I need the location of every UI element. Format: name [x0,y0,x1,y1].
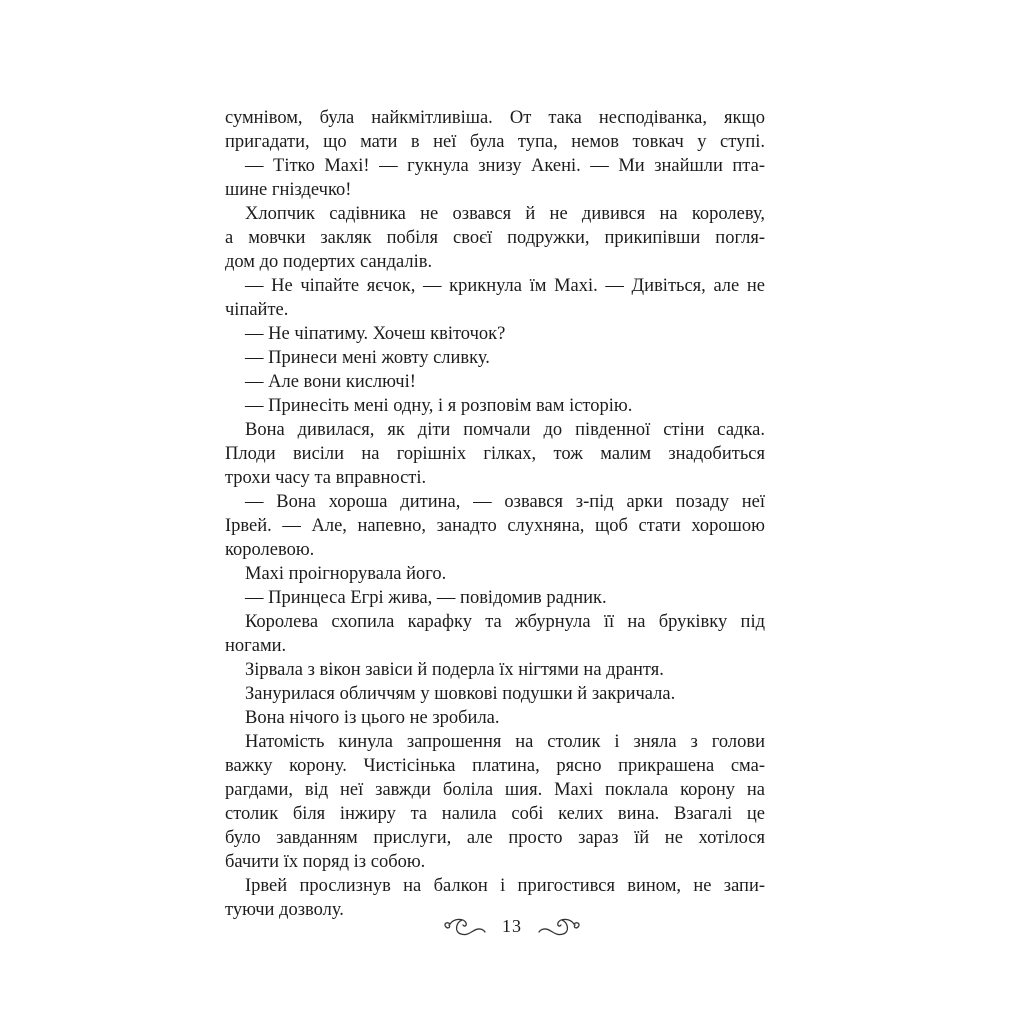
text-line: Натомість кинула запрошення на столик і зняла з голови [245,732,765,752]
text-line: Занурилася обличчям у шовкові подушки й закричала. [245,684,676,704]
text-line: — Тітко Махі! — гукнула знизу Акені. — Ми знайшли пта- [245,156,765,176]
text-line: Зірвала з вікон завіси й подерла їх нігтями на дрантя. [245,660,664,680]
text-line: — Не чіпайте яєчок, — крикнула їм Махі. — Дивіться, але не [245,276,765,296]
text-line: — Вона хороша дитина, — озвався з-під арки позаду неї [245,492,765,512]
text-line: Вона дивилася, як діти помчали до південної стіни садка. [245,420,765,440]
text-line: пригадати, що мати в неї була тупа, немов товкач у ступі. [225,132,765,152]
text-line: Ірвей прослизнув на балкон і пригостився вином, не запи- [245,876,765,896]
text-line: рагдами, від неї завжди боліла шия. Махі поклала корону на [225,780,765,800]
text-line: Вона нічого із цього не зробила. [245,708,500,728]
text-line: столик біля інжиру та налила собі келих вина. Взагалі це [225,804,765,824]
text-line: Королева схопила карафку та жбурнула її на бруківку під [245,612,765,632]
text-line: королевою. [225,540,315,560]
text-line: важку корону. Чистісінька платина, рясно прикрашена сма- [225,756,765,776]
text-line: ногами. [225,636,287,656]
text-line: — Принеси мені жовту сливку. [245,348,490,368]
body-text [225,106,765,922]
text-line: — Принесіть мені одну, і я розповім вам історію. [245,396,633,416]
text-line: — Не чіпатиму. Хочеш квіточок? [245,324,506,344]
page-number: 13 [502,915,522,936]
text-line: шине гніздечко! [225,180,352,200]
page-footer [0,914,1024,938]
text-line: — Принцеса Егрі жива, — повідомив радник. [245,588,607,608]
text-line: було завданням прислуги, але просто зараз їй не хотілося [225,828,765,848]
text-line: Махі проігнорувала його. [245,564,447,584]
left-swirl-ornament-icon [442,914,492,938]
text-line: а мовчки закляк побіля своєї подружки, прикипівши погля- [225,228,765,248]
text-line: трохи часу та вправності. [225,468,427,488]
text-line: Ірвей. — Але, напевно, занадто слухняна, щоб стати хорошою [225,516,765,536]
text-line: Плоди висіли на горішніх гілках, тож малим знадобиться [225,444,765,464]
text-line: — Але вони кислючі! [245,372,416,392]
right-swirl-ornament-icon [532,914,582,938]
text-line: туючи дозволу. [225,900,344,920]
text-line: чіпайте. [225,300,289,320]
text-line: Хлопчик садівника не озвався й не дивився на королеву, [245,204,765,224]
text-line: бачити їх поряд із собою. [225,852,426,872]
text-line: дом до подертих сандалів. [225,252,433,272]
text-line: сумнівом, була найкмітливіша. От така несподіванка, якщо [225,108,765,128]
